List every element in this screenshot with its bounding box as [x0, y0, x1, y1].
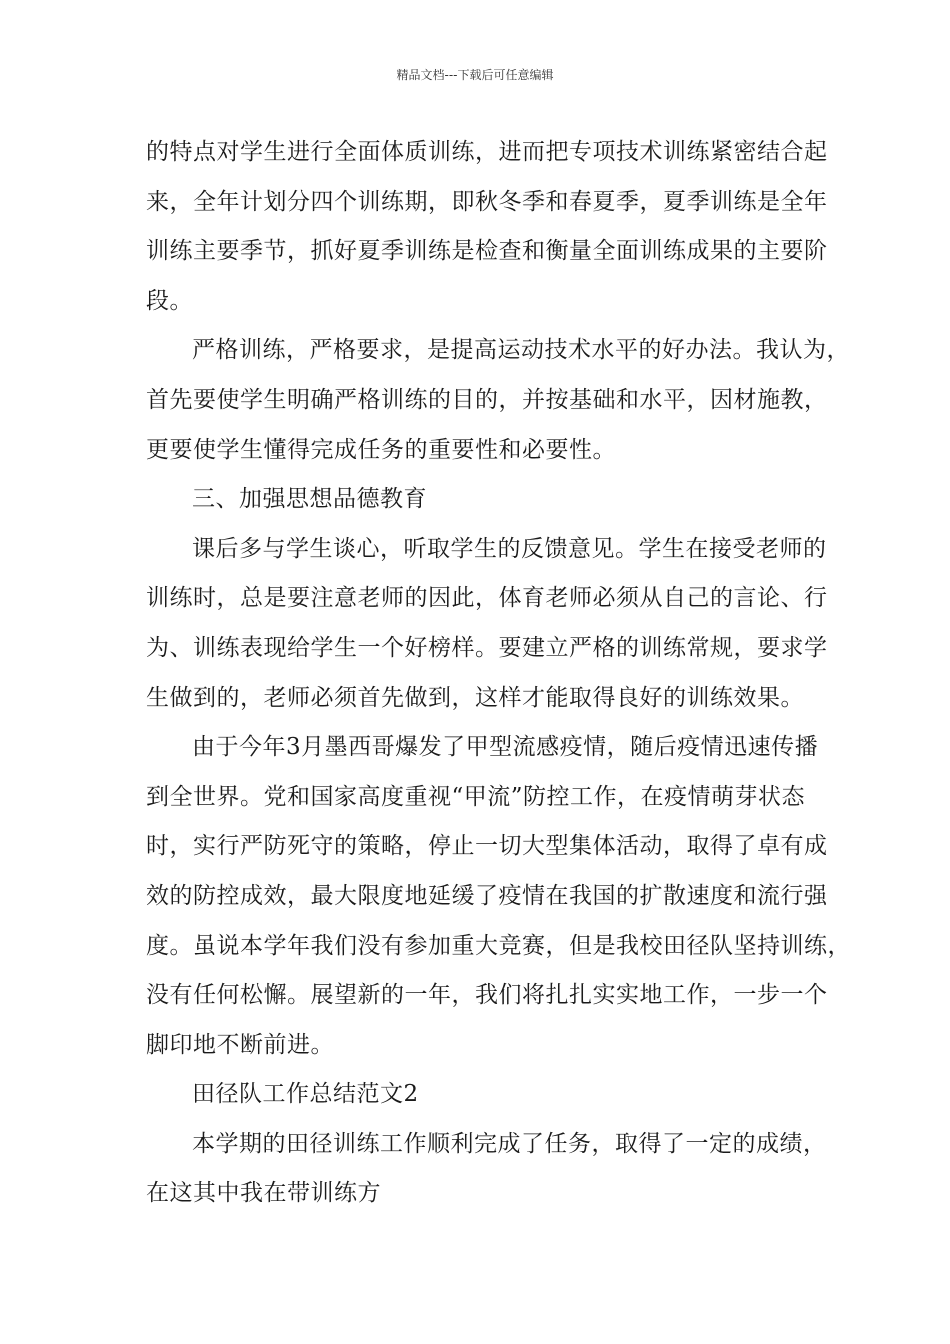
text-line: 为、训练表现给学生一个好榜样。要建立严格的训练常规，要求学	[146, 634, 828, 661]
paragraph-start: 本学期的田径训练工作顺利完成了任务，取得了一定的成绩，	[192, 1130, 827, 1157]
paragraph-start: 由于今年3月墨西哥爆发了甲型流感疫情，随后疫情迅速传播	[192, 734, 819, 761]
section-heading: 三、加强思想品德教育	[192, 486, 427, 513]
text-line: 效的防控成效，最大限度地延缓了疫情在我国的扩散速度和流行强	[146, 882, 828, 909]
text-line: 段。	[146, 287, 193, 314]
text-line: 生做到的，老师必须首先做到，这样才能取得良好的训练效果。	[146, 684, 804, 711]
text-line: 到全世界。党和国家高度重视“甲流”防控工作，在疫情萌芽状态	[146, 783, 806, 810]
paragraph-start: 严格训练，严格要求，是提高运动技术水平的好办法。我认为，	[192, 337, 850, 364]
text-line: 更要使学生懂得完成任务的重要性和必要性。	[146, 436, 616, 463]
page-header: 精品文档---下载后可任意编辑	[396, 68, 554, 82]
text-line: 脚印地不断前进。	[146, 1031, 334, 1058]
paragraph-start: 课后多与学生谈心，听取学生的反馈意见。学生在接受老师的	[192, 535, 827, 562]
text-line: 度。虽说本学年我们没有参加重大竞赛，但是我校田径队坚持训练，	[146, 932, 851, 959]
text-line: 时，实行严防死守的策略，停止一切大型集体活动，取得了卓有成	[146, 833, 828, 860]
text-line: 的特点对学生进行全面体质训练，进而把专项技术训练紧密结合起	[146, 139, 828, 165]
text-line: 训练时，总是要注意老师的因此，体育老师必须从自己的言论、行	[146, 585, 828, 612]
document-body	[146, 128, 851, 1219]
text-line: 在这其中我在带训练方	[146, 1180, 381, 1207]
text-line: 来，全年计划分四个训练期，即秋冬季和春夏季，夏季训练是全年	[146, 188, 828, 215]
text-line: 没有任何松懈。展望新的一年，我们将扎扎实实地工作，一步一个	[146, 982, 828, 1009]
text-line: 首先要使学生明确严格训练的目的，并按基础和水平，因材施教，	[146, 386, 828, 413]
text-line: 训练主要季节，抓好夏季训练是检查和衡量全面训练成果的主要阶	[146, 238, 828, 265]
section-title: 田径队工作总结范文2	[192, 1081, 419, 1108]
